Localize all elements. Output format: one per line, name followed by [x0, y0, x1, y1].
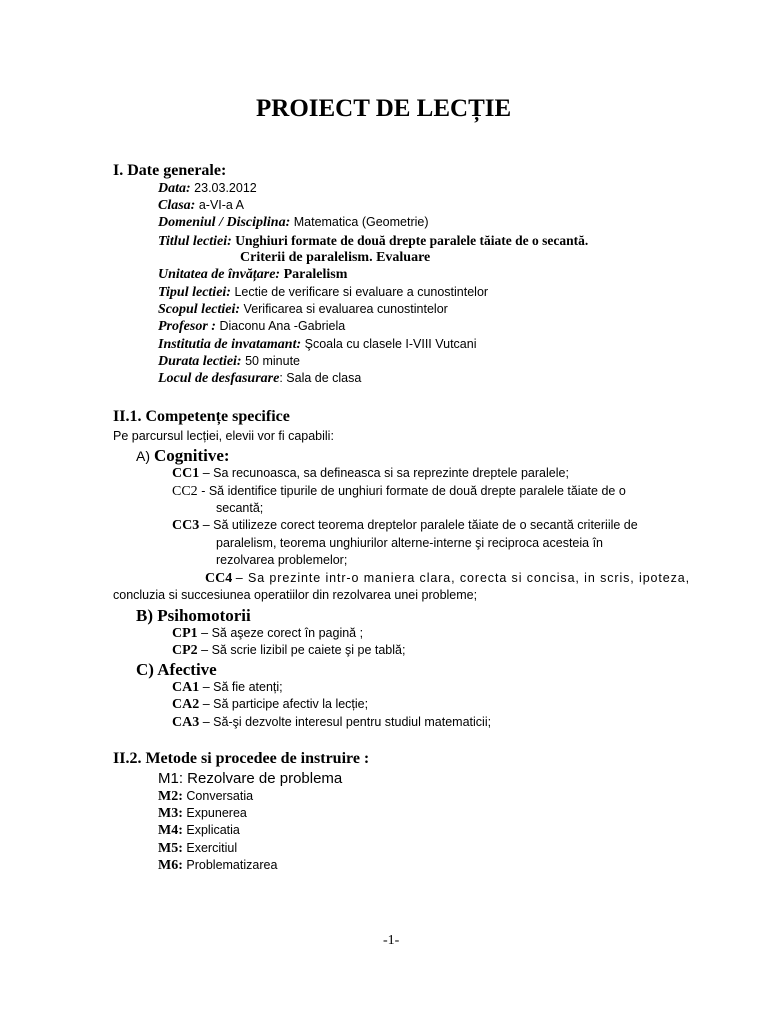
group-cognitive — [136, 447, 230, 465]
field-label: Profesor : — [158, 319, 216, 334]
competence-text: – Să utilizeze corect teorema dreptelor paralele tăiate de o secantă criteriile de — [202, 518, 638, 532]
field-label: Scopul lectiei: — [158, 302, 241, 317]
document-title: PROIECT DE LECȚIE — [256, 95, 512, 122]
section-competente-heading: II.1. Competențe specifice — [113, 408, 290, 425]
competence-text: – Să scrie lizibil pe caiete şi pe tablă; — [201, 643, 406, 657]
competence-cc2 — [172, 485, 626, 499]
competence-ca1 — [172, 681, 283, 695]
field-value: : Sala de clasa — [279, 371, 362, 385]
competence-cc3-line2: paralelism, teorema unghiurilor alterne-interne şi reciproca acesteia în — [216, 536, 603, 550]
group-psihomotorii: B) Psihomotorii — [136, 606, 251, 625]
competence-cc2-line2: secantă; — [216, 501, 264, 515]
field-value: Diaconu Ana -Gabriela — [219, 319, 346, 333]
competence-cp2 — [172, 644, 405, 658]
method-code: M5: — [158, 841, 183, 856]
field-value: 50 minute — [245, 354, 301, 368]
competence-text: – Sa prezinte intr-o maniera clara, corecta si concisa, in scris, ipoteza, — [235, 571, 690, 585]
field-titlul-line2: Criterii de paralelism. Evaluare — [240, 250, 431, 265]
field-domeniul — [158, 216, 429, 230]
method-code: M2: — [158, 789, 183, 804]
competence-ca2 — [172, 698, 368, 712]
field-scopul — [158, 303, 448, 317]
competence-cc1 — [172, 467, 569, 481]
competence-code: CA1 — [172, 680, 200, 695]
field-label: Domeniul / Disciplina: — [158, 215, 291, 230]
field-titlul — [158, 234, 588, 249]
method-text: Exercitiul — [186, 841, 238, 855]
field-tipul — [158, 286, 488, 300]
field-profesor — [158, 320, 345, 334]
field-value: Paralelism — [283, 267, 348, 282]
method-code: M1 — [158, 770, 179, 787]
competence-text: – Să participe afectiv la lecție; — [202, 697, 369, 711]
method-m2 — [158, 790, 253, 804]
group-name: Cognitive: — [154, 446, 230, 465]
section-metode-heading: II.2. Metode si procedee de instruire : — [113, 750, 370, 767]
field-label: Institutia de invatamant: — [158, 337, 302, 352]
field-durata — [158, 355, 300, 369]
method-m3 — [158, 807, 247, 821]
method-code: M4: — [158, 823, 183, 838]
field-locul — [158, 372, 361, 386]
method-m6 — [158, 859, 277, 873]
method-text: Conversatia — [186, 789, 254, 803]
competence-text: – Să aşeze corect în pagină ; — [201, 626, 364, 640]
field-data — [158, 182, 257, 196]
field-label: Tipul lectiei: — [158, 285, 231, 300]
method-m5 — [158, 842, 237, 856]
competence-cc4-line2: concluzia si succesiunea operatiilor din rezolvarea unei probleme; — [113, 588, 478, 602]
competence-cc3-line3: rezolvarea problemelor; — [216, 553, 348, 567]
field-value: 23.03.2012 — [194, 181, 257, 195]
competence-cc3 — [172, 519, 638, 533]
field-label: Data: — [158, 181, 191, 196]
competence-code: CC1 — [172, 466, 200, 481]
field-value: Lectie de verificare si evaluare a cunostintelor — [234, 285, 489, 299]
method-text: : Rezolvare de problema — [178, 770, 343, 787]
competence-text: – Sa recunoasca, sa defineasca si sa reprezinte dreptele paralele; — [202, 466, 569, 480]
competence-text: - Să identifice tipurile de unghiuri formate de două drepte paralele tăiate de o — [201, 484, 626, 498]
field-label: Unitatea de învățare: — [158, 267, 281, 282]
competence-cc4 — [205, 572, 690, 586]
competence-text: – Să fie atenți; — [202, 680, 283, 694]
method-text: Problematizarea — [186, 858, 278, 872]
field-label: Clasa: — [158, 198, 196, 213]
field-clasa — [158, 199, 244, 213]
field-label: Titlul lectiei: — [158, 234, 232, 249]
page-number: -1- — [383, 933, 400, 948]
competence-code: CP1 — [172, 626, 198, 641]
field-label: Durata lectiei: — [158, 354, 242, 369]
competence-code: CA2 — [172, 697, 200, 712]
field-value: Unghiuri formate de două drepte paralele tăiate de o secantă. — [235, 233, 589, 248]
field-label: Locul de desfasurare — [158, 371, 280, 386]
group-letter: A) — [136, 448, 150, 464]
field-unitatea — [158, 268, 347, 282]
field-value: Matematica (Geometrie) — [293, 215, 429, 229]
method-text: Explicatia — [186, 823, 240, 837]
group-afective: C) Afective — [136, 660, 217, 679]
method-text: Expunerea — [186, 806, 247, 820]
competence-cp1 — [172, 627, 363, 641]
competence-code: CA3 — [172, 715, 200, 730]
field-value: a-VI-a A — [198, 198, 245, 212]
field-institutia — [158, 338, 477, 352]
competente-intro: Pe parcursul lecției, elevii vor fi capabili: — [113, 429, 334, 443]
method-m1 — [158, 771, 342, 787]
field-value: Şcoala cu clasele I-VIII Vutcani — [304, 337, 477, 351]
method-m4 — [158, 824, 240, 838]
competence-text: – Să-şi dezvolte interesul pentru studiul matematicii; — [202, 715, 492, 729]
competence-code: CC3 — [172, 518, 200, 533]
method-code: M3: — [158, 806, 183, 821]
competence-code: CP2 — [172, 643, 198, 658]
competence-code: CC4 — [205, 571, 233, 586]
method-code: M6: — [158, 858, 183, 873]
competence-code: CC2 — [172, 484, 198, 499]
field-value: Verificarea si evaluarea cunostintelor — [243, 302, 448, 316]
section-general-heading: I. Date generale: — [113, 162, 227, 179]
competence-ca3 — [172, 716, 491, 730]
